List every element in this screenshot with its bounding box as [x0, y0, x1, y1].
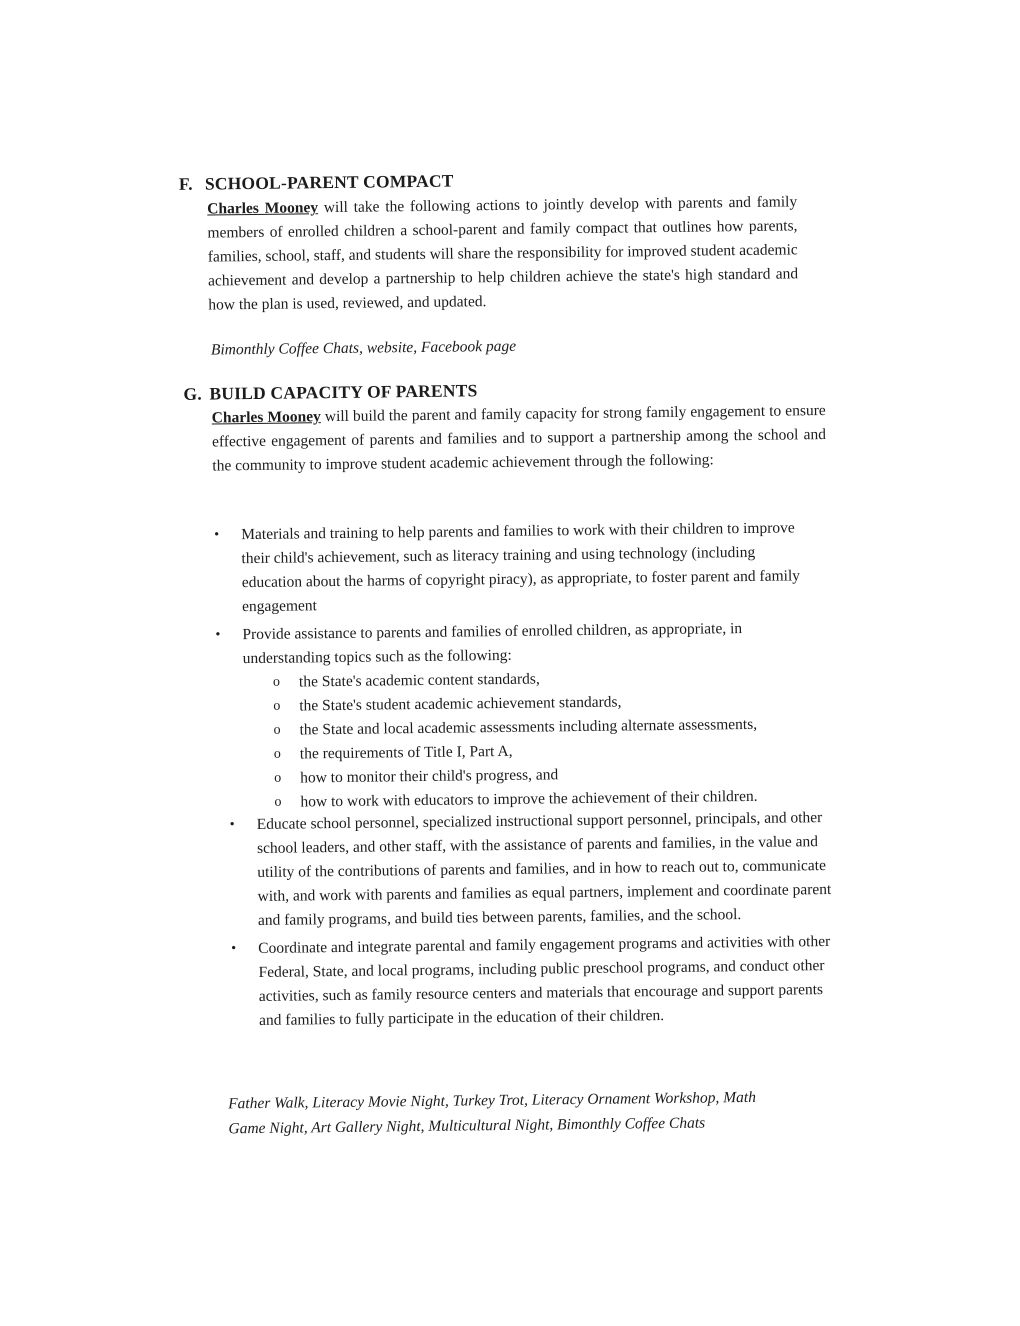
section-g-heading: [183, 380, 477, 405]
section-f-paragraph: [207, 190, 798, 317]
sub-bullet-text: how to monitor their child's progress, and: [300, 766, 559, 787]
bullet-text: Materials and training to help parents and families to work with their children to improve their child's achievement, such as literacy training and using technology (including education about the harms of copyright piracy), as appropriate, to foster parent and family engagement: [241, 519, 801, 616]
bullet-item-educate-personnel: [229, 806, 842, 933]
bullet-symbol: •: [214, 527, 220, 543]
section-f-heading: [179, 171, 454, 195]
sub-bullet-list: [243, 664, 815, 815]
sub-bullet-text: the State and local academic assessments including alternate assessments,: [299, 715, 758, 739]
sub-bullet-symbol: o: [273, 698, 281, 714]
section-g-letter: G.: [183, 383, 202, 404]
section-f-activities: Bimonthly Coffee Chats, website, Facebook page: [210, 337, 517, 359]
sub-bullet-text: the requirements of Title I, Part A,: [299, 742, 513, 763]
bullet-item-materials: [214, 516, 812, 619]
sub-bullet-symbol: o: [272, 674, 281, 690]
bullet-symbol: •: [229, 817, 235, 833]
sub-bullet-text: the State's student academic achievement standards,: [299, 693, 622, 715]
sub-bullet-symbol: o: [274, 794, 282, 810]
bullet-list-bottom: [229, 806, 844, 1033]
section-f-title: SCHOOL-PARENT COMPACT: [204, 170, 454, 194]
sub-bullet-symbol: o: [274, 770, 282, 786]
sub-bullet-symbol: o: [273, 722, 281, 738]
section-f-school-name: Charles Mooney: [207, 199, 319, 218]
section-g-activities-line-1: Father Walk, Literacy Movie Night, Turkey Trot, Literacy Ornament Workshop, Math: [228, 1088, 757, 1113]
sub-bullet-text: how to work with educators to improve the achievement of their children.: [300, 787, 758, 811]
bullet-symbol: •: [215, 627, 221, 643]
section-f-body: will take the following actions to jointly develop with parents and family members of enrolled children a school-parent and family compact that outlines how parents, families, school, staff, and students will share the responsibility for improved student academic achievement and develop a partnership to help children achieve the state's high standard and how the plan is used, reviewed, and updated.: [207, 193, 799, 314]
bullet-item-coordinate-programs: [231, 930, 843, 1033]
bullet-item-assistance: [215, 616, 814, 815]
bullet-list-top: [214, 516, 815, 815]
section-g-school-name: Charles Mooney: [211, 408, 321, 427]
sub-bullet-text: the State's academic content standards,: [298, 670, 540, 691]
bullet-text: Provide assistance to parents and families of enrolled children, as appropriate, in understanding topics such as the following:: [242, 620, 743, 668]
sub-bullet-symbol: o: [273, 746, 281, 762]
section-g-body: will build the parent and family capacity for strong family engagement to ensure effective engagement of parents and families and to support a partnership among the school and the community to improve student academic achievement through the following:: [211, 402, 827, 475]
section-g-title: BUILD CAPACITY OF PARENTS: [209, 380, 478, 404]
section-g-paragraph: [212, 399, 827, 478]
bullet-symbol: •: [231, 941, 237, 957]
bullet-text: Coordinate and integrate parental and family engagement programs and activities with other Federal, State, and local programs, including public preschool programs, and conduct other activities, such as family resource centers and materials that encourage and support parents and families to fully participate in the education of their children.: [258, 932, 831, 1029]
bullet-text: Educate school personnel, specialized instructional support personnel, principals, and other school leaders, and other staff, with the assistance of parents and families, in the value and utility of the contributions of parents and families, and in how to reach out to, communicate with, and work with parents and families as equal partners, implement and coordinate parent and family programs, and build ties between parents, families, and the school.: [256, 809, 832, 929]
section-g-activities-line-2: Game Night, Art Gallery Night, Multicultural Night, Bimonthly Coffee Chats: [228, 1114, 706, 1138]
section-f-letter: F.: [178, 173, 193, 194]
